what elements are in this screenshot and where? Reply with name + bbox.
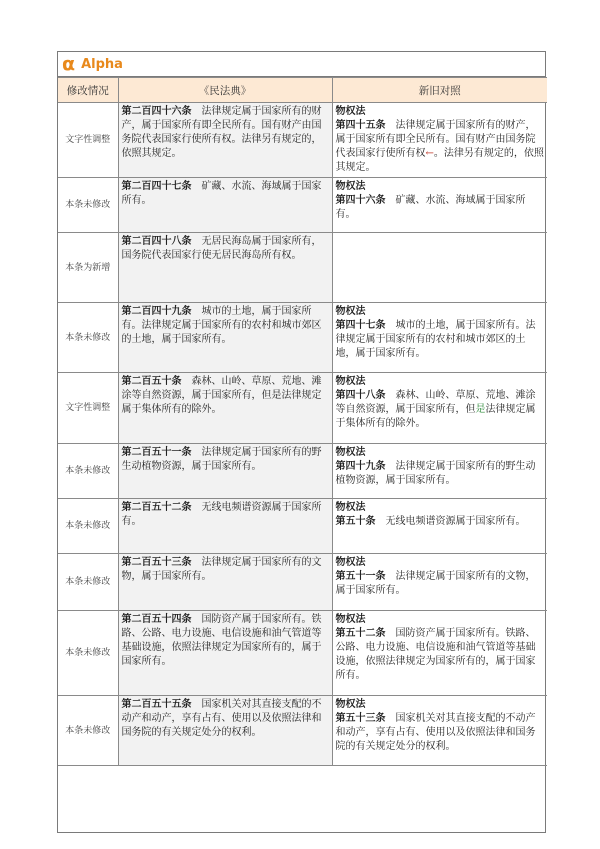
old-law-cell — [332, 696, 547, 766]
old-article-text: 法律规定属于国家所有的野生动植物资源，属于国家所有。 — [335, 461, 536, 486]
old-article-text: 国防资产属于国家所有。铁路、公路、电力设施、电信设施和油气管道等基础设施，依照法律规定为国家所有的，属于国家所有。 — [335, 628, 536, 681]
old-law-name: 物权法 — [335, 614, 366, 625]
old-law-cell — [332, 554, 547, 611]
old-law-name: 物权法 — [335, 306, 366, 317]
article-number: 第二百五十二条 — [121, 502, 192, 513]
old-law-name: 物权法 — [335, 181, 366, 192]
old-law-name: 物权法 — [335, 106, 366, 117]
civil-code-cell — [118, 373, 332, 444]
article-text: 无线电频谱资源属于国家所有。 — [121, 502, 322, 527]
civil-code-cell — [118, 611, 332, 696]
civil-code-cell — [118, 499, 332, 554]
article-number: 第二百四十九条 — [121, 306, 192, 317]
old-law-cell — [332, 178, 547, 233]
article-text: 法律规定属于国家所有的财产，属于国家所有即全民所有。国有财产由国务院代表国家行使所有权。法律另有规定的，依照其规定。 — [121, 106, 322, 159]
old-article-text: 森林、山岭、草原、荒地、滩涂等自然资源，属于国家所有，但 — [335, 390, 536, 415]
old-article-tail: 法律规定属于集体所有的除外。 — [335, 404, 536, 429]
old-law-name: 物权法 — [335, 699, 366, 710]
table-row — [58, 554, 547, 611]
civil-code-cell — [118, 233, 332, 303]
old-article-number: 第四十六条 — [335, 195, 386, 206]
status-cell: 本条未修改 — [58, 444, 118, 499]
old-law-name: 物权法 — [335, 447, 366, 458]
old-article-number: 第五十三条 — [335, 713, 386, 724]
old-law-name: 物权法 — [335, 376, 366, 387]
change-mark: ← — [425, 148, 434, 159]
document-frame — [57, 51, 546, 833]
status-cell: 文字性调整 — [58, 373, 118, 444]
status-cell: 本条未修改 — [58, 554, 118, 611]
old-article-number: 第四十七条 — [335, 320, 386, 331]
table-header-row — [58, 78, 547, 103]
article-text: 森林、山岭、草原、荒地、滩涂等自然资源，属于国家所有，但是法律规定属于集体所有的除外。 — [121, 376, 322, 415]
old-article-text: 无线电频谱资源属于国家所有。 — [375, 516, 526, 527]
old-law-cell-empty — [332, 233, 547, 303]
old-article-text: 国家机关对其直接支配的不动产和动产，享有占有、使用以及依照法律和国务院的有关规定处分的权利。 — [335, 713, 536, 752]
article-number: 第二百五十四条 — [121, 614, 192, 625]
article-text: 国家机关对其直接支配的不动产和动产，享有占有、使用以及依照法律和国务院的有关规定处分的权利。 — [121, 699, 322, 738]
old-law-cell — [332, 103, 547, 178]
header-civil-code: 《民法典》 — [118, 78, 332, 103]
status-cell: 本条为新增 — [58, 233, 118, 303]
old-law-name: 物权法 — [335, 502, 366, 513]
article-number: 第二百五十条 — [121, 376, 182, 387]
article-text: 矿藏、水流、海域属于国家所有。 — [121, 181, 322, 206]
civil-code-cell — [118, 303, 332, 373]
status-cell: 本条未修改 — [58, 178, 118, 233]
brand-bar — [58, 52, 545, 77]
old-law-cell — [332, 611, 547, 696]
civil-code-cell — [118, 696, 332, 766]
article-text: 国防资产属于国家所有。铁路、公路、电力设施、电信设施和油气管道等基础设施，依照法律规定为国家所有的，属于国家所有。 — [121, 614, 322, 667]
brand-name: Alpha — [81, 56, 123, 72]
old-article-number: 第五十条 — [335, 516, 376, 527]
table-row — [58, 696, 547, 766]
status-cell: 本条未修改 — [58, 696, 118, 766]
article-number: 第二百五十一条 — [121, 447, 192, 458]
article-number: 第二百五十五条 — [121, 699, 192, 710]
status-cell: 本条未修改 — [58, 499, 118, 554]
table-row — [58, 373, 547, 444]
article-number: 第二百四十八条 — [121, 236, 192, 247]
article-text: 法律规定属于国家所有的野生动植物资源，属于国家所有。 — [121, 447, 322, 472]
old-article-text: 矿藏、水流、海域属于国家所有。 — [335, 195, 526, 220]
table-row — [58, 611, 547, 696]
old-article-text: 法律规定属于国家所有的财产，属于国家所有即全民所有。国有财产由国务院代表国家行使所有权 — [335, 120, 536, 159]
table-row — [58, 303, 547, 373]
comparison-table — [58, 77, 547, 766]
old-article-number: 第五十二条 — [335, 628, 386, 639]
article-text: 法律规定属于国家所有的文物，属于国家所有。 — [121, 557, 322, 582]
old-law-name: 物权法 — [335, 557, 366, 568]
article-number: 第二百四十六条 — [121, 106, 192, 117]
article-text: 无居民海岛属于国家所有，国务院代表国家行使无居民海岛所有权。 — [121, 236, 322, 261]
old-article-number: 第四十八条 — [335, 390, 386, 401]
table-row — [58, 444, 547, 499]
old-article-number: 第四十九条 — [335, 461, 386, 472]
old-article-tail: 。法律另有规定的，依照其规定。 — [335, 148, 544, 173]
old-article-text: 法律规定属于国家所有的文物，属于国家所有。 — [335, 571, 536, 596]
change-mark: 是 — [475, 404, 486, 415]
status-cell: 本条未修改 — [58, 303, 118, 373]
table-row — [58, 499, 547, 554]
header-comparison: 新旧对照 — [332, 78, 547, 103]
article-number: 第二百四十七条 — [121, 181, 192, 192]
old-article-number: 第五十一条 — [335, 571, 386, 582]
old-law-cell — [332, 499, 547, 554]
civil-code-cell — [118, 103, 332, 178]
status-cell: 文字性调整 — [58, 103, 118, 178]
civil-code-cell — [118, 444, 332, 499]
article-number: 第二百五十三条 — [121, 557, 192, 568]
old-law-cell — [332, 444, 547, 499]
old-article-number: 第四十五条 — [335, 120, 386, 131]
table-row — [58, 178, 547, 233]
table-row — [58, 233, 547, 303]
alpha-logo-icon: α — [62, 52, 76, 75]
old-article-text: 城市的土地，属于国家所有。法律规定属于国家所有的农村和城市郊区的土地，属于国家所有。 — [335, 320, 536, 359]
status-cell: 本条未修改 — [58, 611, 118, 696]
table-row — [58, 103, 547, 178]
civil-code-cell — [118, 554, 332, 611]
old-law-cell — [332, 303, 547, 373]
civil-code-cell — [118, 178, 332, 233]
old-law-cell — [332, 373, 547, 444]
header-status: 修改情况 — [58, 78, 118, 103]
article-text: 城市的土地，属于国家所有。法律规定属于国家所有的农村和城市郊区的土地，属于国家所有。 — [121, 306, 322, 345]
